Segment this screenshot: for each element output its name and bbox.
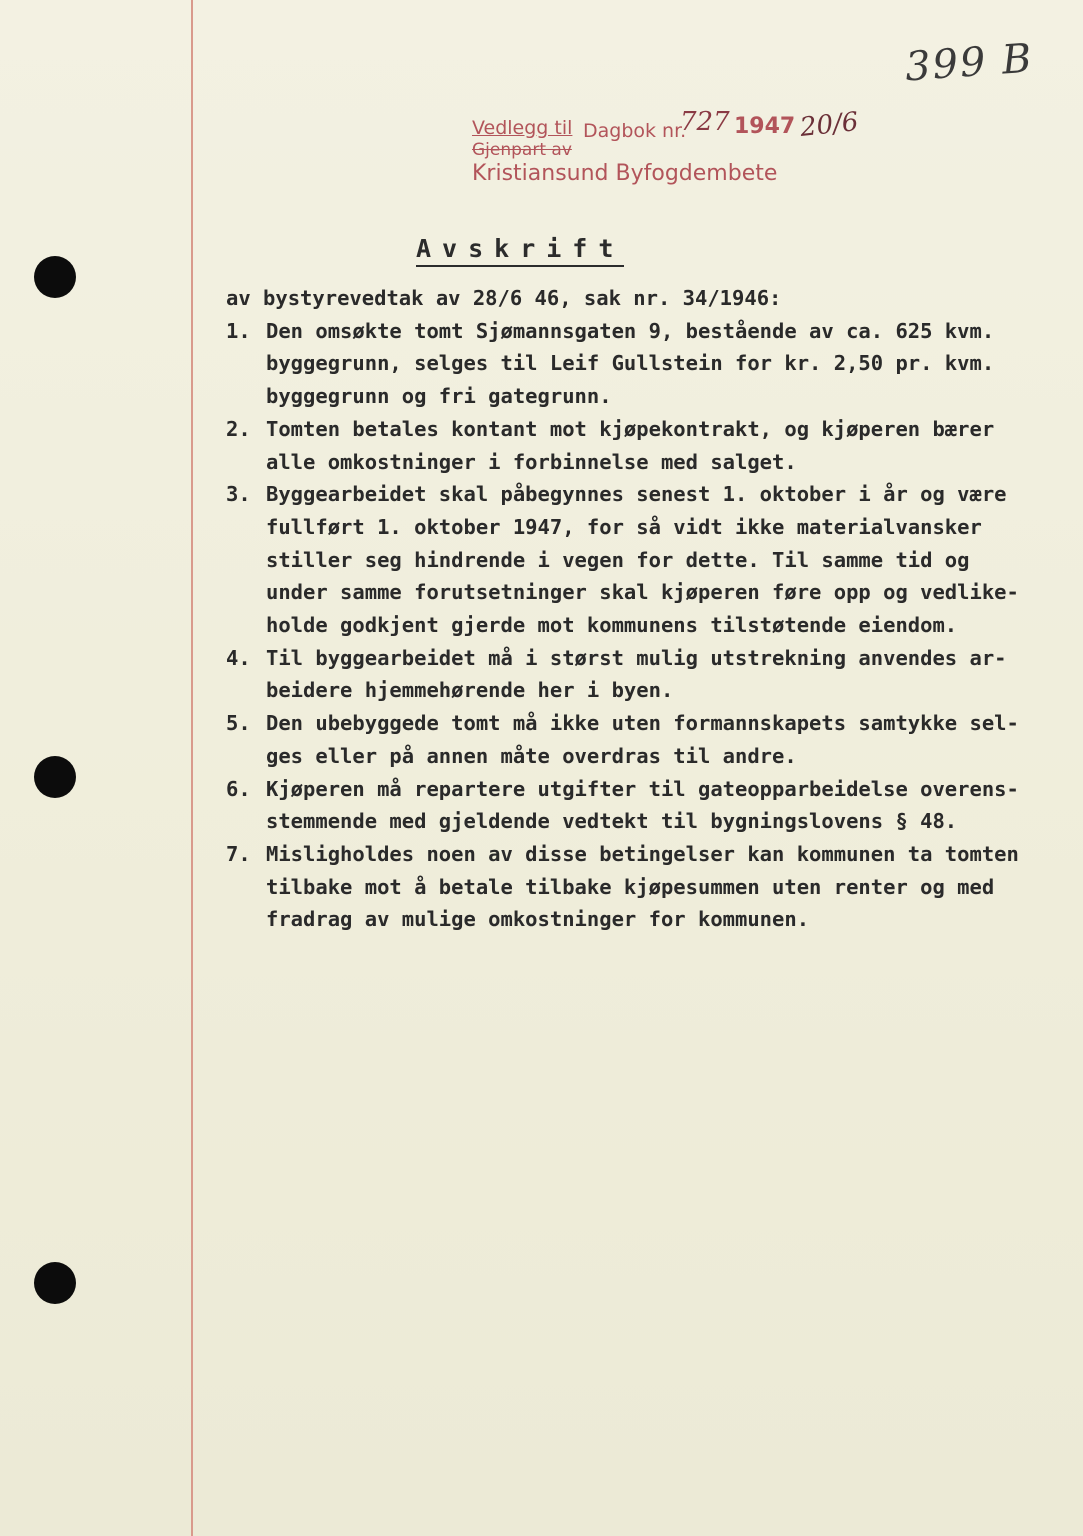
item-text — [266, 642, 1056, 707]
stamp-year: 1947 — [734, 114, 796, 139]
text-line: tilbake mot å betale tilbake kjøpesummen uten renter og med — [266, 874, 995, 899]
stamp-vedlegg: Vedlegg til — [472, 117, 573, 139]
document-heading: Avskrift — [416, 234, 624, 267]
text-line: Kjøperen må repartere utgifter til gateopparbeidelse overens- — [266, 776, 1019, 801]
text-line: beidere hjemmehørende her i byen. — [266, 678, 674, 703]
page-number: 399 B — [903, 35, 1035, 91]
item-number: 3. — [226, 482, 251, 507]
punch-hole-middle — [34, 756, 76, 798]
text-line: Til byggearbeidet må i størst mulig utstrekning anvendes ar- — [266, 645, 1007, 670]
text-line: stiller seg hindrende i vegen for dette. Til samme tid og — [266, 547, 970, 572]
text-line: byggegrunn og fri gategrunn. — [266, 384, 612, 409]
item-text — [266, 838, 1056, 936]
punch-hole-top — [34, 256, 76, 298]
resolution-items — [226, 315, 1056, 936]
item-number: 7. — [226, 841, 251, 866]
punch-hole-bottom — [34, 1262, 76, 1304]
list-item — [226, 838, 1056, 936]
dagbok-number: 727 — [680, 107, 730, 137]
stamp-office: Kristiansund Byfogdembete — [472, 161, 778, 186]
intro-line: av bystyrevedtak av 28/6 46, sak nr. 34/1946: — [226, 286, 782, 310]
item-text — [266, 315, 1056, 413]
item-number: 4. — [226, 645, 251, 670]
item-text — [266, 707, 1056, 772]
list-item — [226, 478, 1056, 642]
item-text — [266, 773, 1056, 838]
text-line: fradrag av mulige omkostninger for kommunen. — [266, 907, 810, 932]
text-line: under samme forutsetninger skal kjøperen føre opp og vedlike- — [266, 580, 1019, 605]
list-item — [226, 642, 1056, 707]
text-line: byggegrunn, selges til Leif Gullstein for kr. 2,50 pr. kvm. — [266, 351, 995, 376]
stamp-gjenpart: Gjenpart av — [472, 140, 572, 160]
resolution-text — [226, 282, 1056, 936]
item-number: 6. — [226, 776, 251, 801]
item-number: 5. — [226, 711, 251, 736]
list-item — [226, 413, 1056, 478]
list-item — [226, 773, 1056, 838]
text-line: fullført 1. oktober 1947, for så vidt ikke materialvansker — [266, 514, 982, 539]
item-text — [266, 413, 1056, 478]
handwritten-date: 20/6 — [798, 107, 860, 143]
item-number: 1. — [226, 318, 251, 343]
list-item — [226, 707, 1056, 772]
text-line: Den omsøkte tomt Sjømannsgaten 9, bestående av ca. 625 kvm. — [266, 318, 995, 343]
text-line: Misligholdes noen av disse betingelser kan kommunen ta tomten — [266, 841, 1019, 866]
list-item — [226, 315, 1056, 413]
text-line: stemmende med gjeldende vedtekt til bygningslovens § 48. — [266, 809, 958, 834]
text-line: alle omkostninger i forbinnelse med salget. — [266, 449, 797, 474]
text-line: ges eller på annen måte overdras til andre. — [266, 743, 797, 768]
item-text — [266, 478, 1056, 642]
text-line: Den ubebyggede tomt må ikke uten formannskapets samtykke sel- — [266, 711, 1019, 736]
text-line: Byggearbeidet skal påbegynnes senest 1. oktober i år og være — [266, 482, 1007, 507]
item-number: 2. — [226, 416, 251, 441]
text-line: holde godkjent gjerde mot kommunens tilstøtende eiendom. — [266, 613, 958, 638]
text-line: Tomten betales kontant mot kjøpekontrakt, og kjøperen bærer — [266, 416, 995, 441]
stamp-dagbok-label: Dagbok nr. — [583, 120, 687, 142]
margin-line — [191, 0, 193, 1536]
